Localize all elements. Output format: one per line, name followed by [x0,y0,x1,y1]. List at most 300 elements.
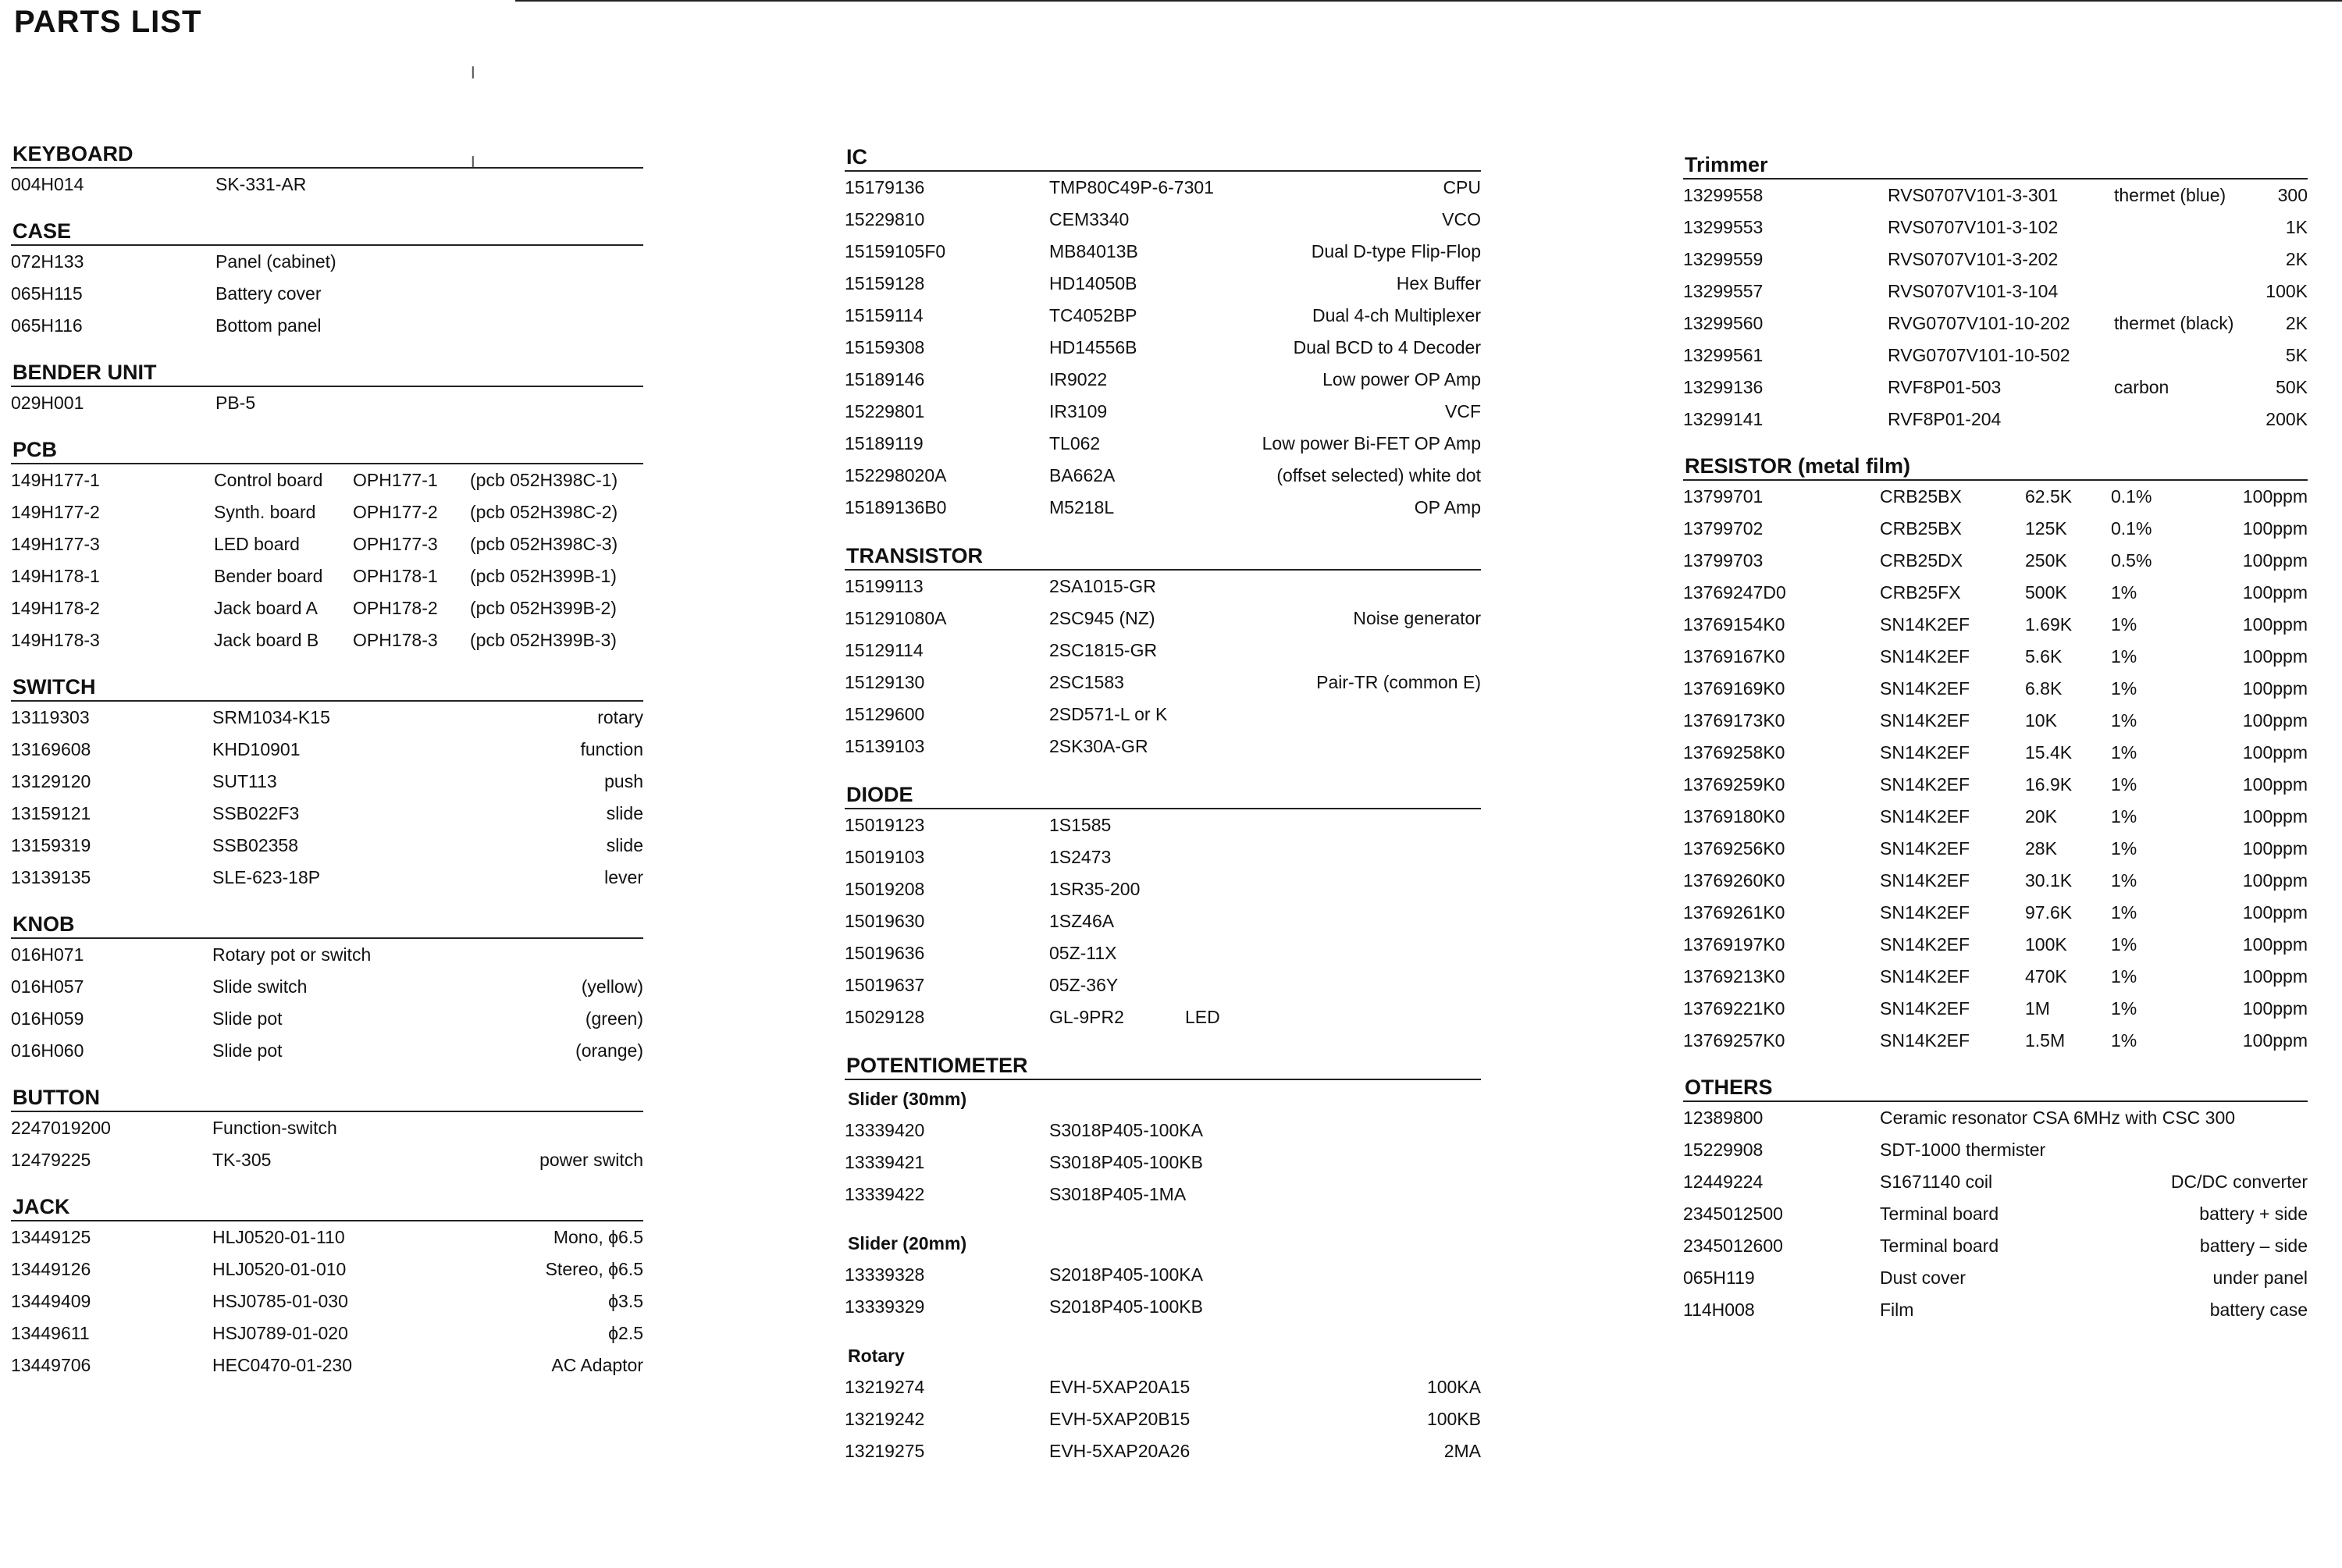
table-row [11,939,643,971]
table-row [1683,1198,2308,1230]
table-row [11,1035,643,1067]
part-name: S2018P405-100KA [1049,1264,1203,1285]
part-number: 13769154K0 [1683,614,1785,635]
part-number: 15159114 [845,305,924,325]
table-row [1683,673,2308,705]
part-spec: function [580,739,643,759]
part-spec: power switch [539,1150,643,1170]
table-row [1683,1025,2308,1057]
part-spec: Low power Bi-FET OP Amp [1262,433,1481,453]
part-number: 13769258K0 [1683,742,1785,763]
part-name: HD14050B [1049,273,1137,293]
part-note: 2K [2285,249,2308,269]
part-number: 13299559 [1683,249,1764,269]
table-row [1683,513,2308,545]
table-row [1683,1230,2308,1262]
part-number: 13769167K0 [1683,646,1785,667]
table-row [1683,993,2308,1025]
part-number: 13299553 [1683,217,1764,237]
part-number: 13299141 [1683,409,1764,429]
table-row [11,169,643,201]
part-number: 13449706 [11,1355,91,1375]
part-number: 13769221K0 [1683,998,1785,1019]
part-spec: 97.6K [2025,902,2073,923]
part-name: GL-9PR2 [1049,1007,1124,1027]
part-note: (pcb 052H399B-2) [470,598,617,618]
part-spec: Mono, ϕ6.5 [553,1227,643,1247]
section-title: BUTTON [11,1084,643,1112]
table-row [845,1403,1481,1435]
part-spec: 470K [2025,966,2067,987]
part-number: 15019637 [845,975,925,995]
part-note: 0.5% [2111,550,2152,571]
part-spec: 100K [2025,934,2067,955]
table-row [1683,641,2308,673]
part-number: 15179136 [845,177,925,197]
part-spec: LED [1185,1007,1220,1027]
part-name: HD14556B [1049,337,1137,357]
part-spec: Pair-TR (common E) [1316,672,1481,692]
table-row [1683,1134,2308,1166]
table-row [845,635,1481,667]
part-number: 016H057 [11,976,84,997]
part-number: 15129114 [845,640,924,660]
part-name: BA662A [1049,465,1116,485]
part-note: 1% [2111,678,2137,699]
table-row [845,905,1481,937]
part-name: TMP80C49P-6-7301 [1049,177,1214,197]
part-name: Panel (cabinet) [215,251,336,272]
table-row [845,236,1481,268]
table-row [11,1317,643,1349]
part-note: 1% [2111,998,2137,1019]
part-name: HSJ0785-01-030 [212,1291,348,1311]
part-name: RVS0707V101-3-202 [1888,249,2059,269]
part-name: Jack board A [214,598,318,618]
part-name: SN14K2EF [1880,902,1970,923]
part-spec: 16.9K [2025,774,2073,795]
part-note: 300 [2277,185,2308,205]
part-spec: battery + side [2199,1204,2308,1224]
table-row [845,667,1481,699]
part-name: Control board [214,470,323,490]
part-number: 15019103 [845,847,925,867]
part-spec: rotary [597,707,643,727]
part-name: Slide pot [212,1008,283,1029]
part-spec: Dual D-type Flip-Flop [1311,241,1481,261]
part-number: 13769213K0 [1683,966,1785,987]
table-row [11,310,643,342]
part-number: 13339422 [845,1184,925,1204]
part-name: SN14K2EF [1880,934,1970,955]
table-row [1683,481,2308,513]
part-number: 15229908 [1683,1140,1764,1160]
part-spec: OPH177-1 [353,470,438,490]
part-number: 13299558 [1683,185,1764,205]
part-spec: 500K [2025,582,2067,603]
part-note: 0.1% [2111,486,2152,507]
table-row [1683,1166,2308,1198]
part-number: 15229801 [845,401,925,421]
table-row [1683,212,2308,244]
table-row [845,937,1481,969]
part-number: 065H119 [1683,1268,1755,1288]
part-spec: 125K [2025,518,2067,539]
part-name: IR3109 [1049,401,1108,421]
part-name: S3018P405-100KB [1049,1152,1203,1172]
part-name: M5218L [1049,497,1115,517]
part-number: 15019123 [845,815,925,835]
part-number: 13769180K0 [1683,806,1785,827]
part-number: 13799701 [1683,486,1764,507]
table-row [845,396,1481,428]
section-trimmer [1683,151,2308,436]
part-number: 13339421 [845,1152,925,1172]
subsection-title: Rotary [848,1346,905,1366]
part-note: 1% [2111,614,2137,635]
part-name: 2SC1815-GR [1049,640,1158,660]
section-jack [11,1193,643,1381]
part-spec: (green) [585,1008,643,1029]
part-number: 149H177-3 [11,534,100,554]
part-name: HEC0470-01-230 [212,1355,353,1375]
part-name: Function-switch [212,1118,337,1138]
table-row [845,699,1481,731]
table-row [1683,404,2308,436]
part-name: SN14K2EF [1880,806,1970,827]
part-name: SK-331-AR [215,174,307,194]
table-row [1683,1102,2308,1134]
part-spec: ϕ3.5 [608,1291,643,1311]
section-title: PCB [11,436,643,464]
part-name: 1S2473 [1049,847,1112,867]
part-name: 1SR35-200 [1049,879,1141,899]
part-spec: 10K [2025,710,2057,731]
part-extra: 100ppm [2242,774,2308,795]
part-name: TK-305 [212,1150,272,1170]
section-button [11,1084,643,1176]
part-name: SN14K2EF [1880,774,1970,795]
part-number: 13769173K0 [1683,710,1785,731]
part-name: 2SA1015-GR [1049,576,1156,596]
part-name: RVS0707V101-3-301 [1888,185,2059,205]
part-spec: thermet (black) [2114,313,2234,333]
part-name: S1671140 coil [1880,1172,1993,1192]
part-spec: OP Amp [1414,497,1481,517]
part-number: 13449126 [11,1259,91,1279]
part-spec: lever [604,867,643,887]
table-row [1683,929,2308,961]
table-row [11,766,643,798]
table-row [845,1001,1481,1033]
part-name: Terminal board [1880,1236,1999,1256]
part-name: Bender board [214,566,323,586]
section-transistor [845,542,1481,763]
table-row [845,1259,1481,1291]
subsection-title: Slider (30mm) [848,1089,967,1109]
part-name: Jack board B [214,630,319,650]
part-number: 15199113 [845,576,924,596]
part-name: RVG0707V101-10-502 [1888,345,2070,365]
table-row [11,1253,643,1285]
table-row [845,172,1481,204]
part-spec: thermet (blue) [2114,185,2226,205]
part-name: 05Z-11X [1049,943,1117,963]
part-spec: 6.8K [2025,678,2063,699]
part-note: (pcb 052H398C-2) [470,502,618,522]
part-name: RVS0707V101-3-104 [1888,281,2059,301]
part-name: TC4052BP [1049,305,1137,325]
scan-mark: ╷ [467,144,479,168]
table-row [11,1003,643,1035]
table-row [1683,833,2308,865]
table-row [11,278,643,310]
part-number: 15129600 [845,704,925,724]
part-number: 029H001 [11,393,84,413]
table-row [845,969,1481,1001]
part-spec: Dual 4-ch Multiplexer [1312,305,1481,325]
part-extra: 100ppm [2242,966,2308,987]
part-number: 13299561 [1683,345,1764,365]
part-number: 13139135 [11,867,91,887]
section-title: BENDER UNIT [11,359,643,387]
part-number: 15139103 [845,736,925,756]
section-title: POTENTIOMETER [845,1052,1481,1080]
table-row [1683,961,2308,993]
part-name: 2SC945 (NZ) [1049,608,1155,628]
table-row [845,571,1481,603]
part-note: (pcb 052H398C-3) [470,534,618,554]
part-number: 13449409 [11,1291,91,1311]
part-number: 13119303 [11,707,90,727]
part-spec: 1M [2025,998,2050,1019]
part-number: 15189119 [845,433,924,453]
section-others [1683,1074,2308,1326]
part-name: Ceramic resonator CSA 6MHz with CSC 300 [1880,1108,2236,1128]
table-row [845,1435,1481,1467]
part-number: 13129120 [11,771,91,791]
part-number: 13769261K0 [1683,902,1785,923]
part-name: CRB25BX [1880,486,1962,507]
part-number: 15159105F0 [845,241,946,261]
table-row [1683,1294,2308,1326]
part-number: 13339328 [845,1264,925,1285]
part-number: 15129130 [845,672,925,692]
table-row [1683,737,2308,769]
part-name: 2SC1583 [1049,672,1124,692]
part-spec: 100KB [1426,1409,1481,1429]
part-number: 15159308 [845,337,925,357]
section-title: DIODE [845,781,1481,809]
column-right [1683,151,2308,1326]
table-row [11,1144,643,1176]
part-spec: 30.1K [2025,870,2073,891]
table-row [845,1291,1481,1323]
part-spec: OPH178-3 [353,630,438,650]
part-note: 1% [2111,838,2137,859]
part-number: 13299136 [1683,377,1764,397]
table-row [11,830,643,862]
table-row [845,428,1481,460]
section-case [11,218,643,342]
table-row [11,1349,643,1381]
part-name: Slide switch [212,976,308,997]
part-name: PB-5 [215,393,256,413]
part-name: RVF8P01-503 [1888,377,2002,397]
part-number: 15189136B0 [845,497,947,517]
part-name: SN14K2EF [1880,742,1970,763]
part-note: 50K [2276,377,2308,397]
part-name: RVS0707V101-3-102 [1888,217,2059,237]
part-spec: battery case [2209,1300,2308,1320]
part-name: SRM1034-K15 [212,707,330,727]
part-note: 200K [2265,409,2308,429]
table-row [1683,308,2308,340]
table-row [845,873,1481,905]
part-number: 2345012600 [1683,1236,1783,1256]
part-name: Bottom panel [215,315,322,336]
part-note: 1% [2111,806,2137,827]
part-name: SN14K2EF [1880,710,1970,731]
part-spec: battery – side [2199,1236,2308,1256]
section-title: SWITCH [11,674,643,702]
part-number: 13339420 [845,1120,925,1140]
part-number: 016H059 [11,1008,84,1029]
part-note: (pcb 052H399B-3) [470,630,617,650]
top-rule [515,0,2342,2]
part-name: CRB25DX [1880,550,1963,571]
table-row [845,332,1481,364]
part-spec: OPH177-3 [353,534,438,554]
part-note: 1% [2111,742,2137,763]
table-row [845,268,1481,300]
part-extra: 100ppm [2242,998,2308,1019]
part-name: 2SD571-L or K [1049,704,1168,724]
part-number: 149H177-1 [11,470,100,490]
part-note: 5K [2285,345,2308,365]
part-extra: 100ppm [2242,806,2308,827]
part-number: 13769259K0 [1683,774,1785,795]
part-name: MB84013B [1049,241,1138,261]
section-knob [11,911,643,1067]
table-row [11,1112,643,1144]
part-spec: 62.5K [2025,486,2073,507]
part-spec: 2MA [1443,1441,1481,1461]
part-spec: CPU [1443,177,1481,197]
part-name: KHD10901 [212,739,301,759]
section-title: KEYBOARD [11,140,643,169]
part-name: SN14K2EF [1880,966,1970,987]
part-name: CRB25BX [1880,518,1962,539]
table-row [1683,244,2308,276]
part-extra: 100ppm [2242,838,2308,859]
part-name: 05Z-36Y [1049,975,1119,995]
part-name: Rotary pot or switch [212,944,372,965]
part-number: 13219275 [845,1441,925,1461]
column-left [11,140,643,1381]
table-row [11,971,643,1003]
part-name: S3018P405-100KA [1049,1120,1203,1140]
part-number: 13449125 [11,1227,91,1247]
part-spec: 1.5M [2025,1030,2066,1051]
part-number: 15019208 [845,879,925,899]
table-row [845,809,1481,841]
table-row [1683,545,2308,577]
table-row [11,1285,643,1317]
table-row [11,702,643,734]
part-number: 13769257K0 [1683,1030,1785,1051]
part-extra: 100ppm [2242,1030,2308,1051]
part-spec: OPH178-1 [353,566,438,586]
part-number: 13159121 [11,803,91,823]
part-spec: DC/DC converter [2170,1172,2308,1192]
part-number: 13769256K0 [1683,838,1785,859]
table-row [11,798,643,830]
part-note: 0.1% [2111,518,2152,539]
part-number: 13159319 [11,835,91,855]
part-extra: 100ppm [2242,646,2308,667]
table-row [11,1221,643,1253]
part-name: SDT-1000 thermister [1880,1140,2046,1160]
part-spec: ϕ2.5 [608,1323,643,1343]
part-number: 016H071 [11,944,84,965]
section-pcb [11,436,643,656]
section-ic [845,144,1481,524]
part-name: EVH-5XAP20A26 [1049,1441,1191,1461]
table-row [845,204,1481,236]
table-row [1683,1262,2308,1294]
part-spec: slide [606,803,643,823]
part-spec: 28K [2025,838,2057,859]
table-row [845,1371,1481,1403]
part-number: 149H177-2 [11,502,100,522]
table-row [1683,276,2308,308]
table-row [1683,801,2308,833]
part-note: 1% [2111,966,2137,987]
section-title: JACK [11,1193,643,1221]
section-bender-unit [11,359,643,419]
part-spec: (orange) [575,1040,643,1061]
table-row [845,492,1481,524]
part-name: S3018P405-1MA [1049,1184,1187,1204]
part-name: EVH-5XAP20A15 [1049,1377,1191,1397]
part-name: SN14K2EF [1880,614,1970,635]
part-name: EVH-5XAP20B15 [1049,1409,1191,1429]
section-title: CASE [11,218,643,246]
part-number: 13219274 [845,1377,925,1397]
part-number: 13299557 [1683,281,1764,301]
part-spec: (offset selected) white dot [1276,465,1481,485]
part-extra: 100ppm [2242,550,2308,571]
table-row [845,603,1481,635]
table-row [845,364,1481,396]
part-number: 12389800 [1683,1108,1764,1128]
part-number: 13799702 [1683,518,1764,539]
table-row [845,731,1481,763]
table-row [845,300,1481,332]
part-name: 2SK30A-GR [1049,736,1148,756]
table-row [845,1115,1481,1147]
table-row [11,862,643,894]
part-number: 065H116 [11,315,83,336]
part-name: LED board [214,534,300,554]
part-name: S2018P405-100KB [1049,1296,1203,1317]
column-middle [845,144,1481,1467]
table-row [845,460,1481,492]
part-name: SN14K2EF [1880,1030,1970,1051]
part-note: 1% [2111,1030,2137,1051]
part-number: 016H060 [11,1040,84,1061]
